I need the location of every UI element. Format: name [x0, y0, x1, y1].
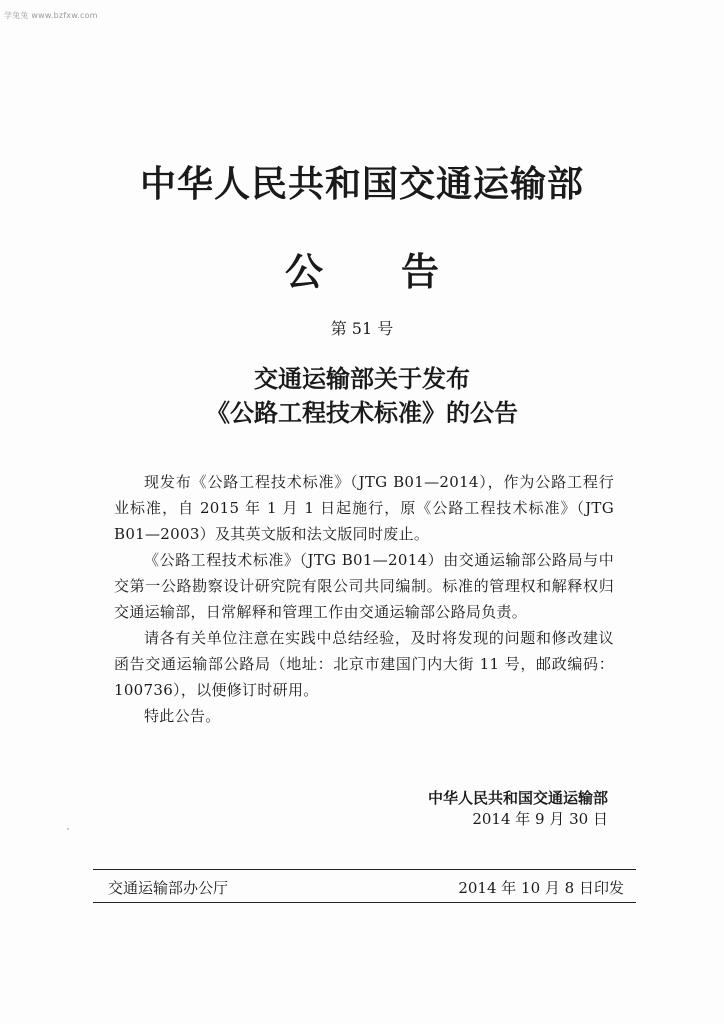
watermark-text: 学兔兔 www.bzfxw.com — [4, 11, 98, 20]
signature-organization: 中华人民共和国交通运输部 — [427, 789, 608, 807]
announcement-body — [114, 469, 614, 729]
document-number: 第 51 号 — [330, 319, 394, 338]
title-line-1: 交通运输部关于发布 — [254, 364, 470, 393]
document-type-heading — [0, 241, 724, 296]
doc-type-char-2: 告 — [401, 249, 440, 294]
issuer-heading: 中华人民共和国交通运输部 — [139, 163, 584, 205]
body-paragraph: 《公路工程技术标准》（JTG B01—2014）由交通运输部公路局与中交第一公路勘察设计研究院有限公司共同编制。标准的管理权和解释权归交通运输部，日常解释和管理工作由交通运输部公路局负责。 — [114, 551, 614, 621]
body-paragraph: 现发布《公路工程技术标准》（JTG B01—2014），作为公路工程行业标准，自 2015 年 1 月 1 日起施行，原《公路工程技术标准》（JTG B01—2003）及其英文版和法文版同时废止。 — [114, 473, 614, 543]
footer-print-date: 2014 年 10 月 8 日印发 — [458, 879, 624, 897]
signature-date: 2014 年 9 月 30 日 — [472, 810, 608, 828]
announcement-title — [0, 362, 724, 430]
title-line-2: 《公路工程技术标准》的公告 — [206, 398, 518, 427]
footer-office: 交通运输部办公厅 — [108, 879, 229, 897]
body-paragraph: 请各有关单位注意在实践中总结经验，及时将发现的问题和修改建议函告交通运输部公路局（地址：北京市建国门内大街 11 号，邮政编码：100736），以便修订时研用。 — [114, 629, 614, 699]
footer-divider-top — [93, 869, 636, 870]
scan-speck — [67, 828, 69, 830]
footer-divider-bottom — [93, 902, 636, 903]
doc-type-char-1: 公 — [284, 249, 323, 294]
body-paragraph: 特此公告。 — [144, 707, 221, 725]
